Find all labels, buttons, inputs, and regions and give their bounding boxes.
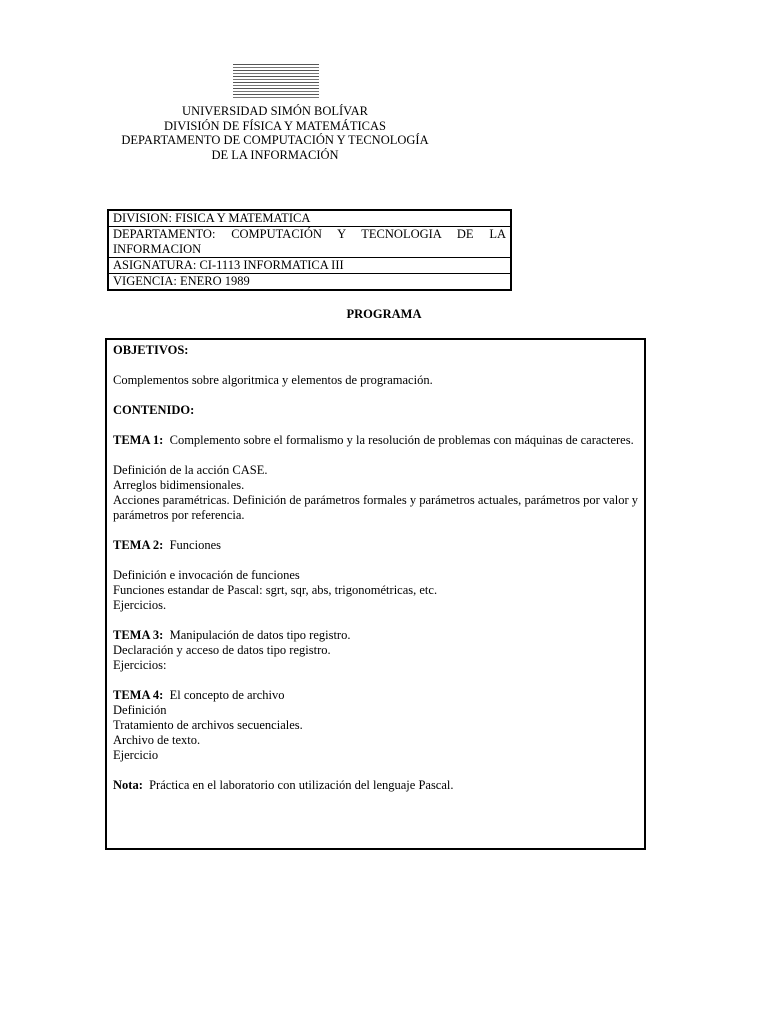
objetivos-label: OBJETIVOS: (113, 343, 189, 357)
university-logo (233, 64, 319, 100)
nota-text: Práctica en el laboratorio con utilización del lenguaje Pascal. (149, 778, 454, 792)
info-division: DIVISION: FISICA Y MATEMATICA (108, 210, 511, 227)
tema4-item: Definición (113, 703, 167, 717)
tema3-heading (113, 628, 638, 643)
tema2-item: Ejercicios. (113, 598, 167, 612)
tema3-title: Manipulación de datos tipo registro. (169, 628, 351, 642)
document-header (100, 104, 450, 162)
tema1-label: TEMA 1: (113, 433, 164, 447)
programa-box (105, 338, 646, 850)
info-departamento: DEPARTAMENTO: COMPUTACIÓN Y TECNOLOGIA DE LA INFORMACION (108, 227, 511, 258)
tema3-label: TEMA 3: (113, 628, 164, 642)
tema4-label: TEMA 4: (113, 688, 164, 702)
tema3-item: Declaración y acceso de datos tipo registro. (113, 643, 331, 657)
tema2-title: Funciones (169, 538, 221, 552)
header-department-cont: DE LA INFORMACIÓN (211, 147, 339, 162)
programa-title: PROGRAMA (346, 307, 422, 321)
tema4-item: Ejercicio (113, 748, 159, 762)
course-info-table (107, 209, 512, 291)
tema4-item: Archivo de texto. (113, 733, 201, 747)
tema1-item: Acciones paramétricas. Definición de parámetros formales y parámetros actuales, parámetros por valor y parámetros por referencia. (113, 493, 638, 522)
tema4-title: El concepto de archivo (169, 688, 285, 702)
tema4-item: Tratamiento de archivos secuenciales. (113, 718, 303, 732)
objetivos-text: Complementos sobre algoritmica y elementos de programación. (113, 373, 433, 387)
info-asignatura: ASIGNATURA: CI-1113 INFORMATICA III (108, 258, 511, 274)
contenido-label: CONTENIDO: (113, 403, 195, 417)
header-university: UNIVERSIDAD SIMÓN BOLÍVAR (182, 104, 368, 118)
tema1-item: Definición de la acción CASE. (113, 463, 268, 477)
tema2-item: Funciones estandar de Pascal: sgrt, sqr, abs, trigonométricas, etc. (113, 583, 438, 597)
tema1-item: Arreglos bidimensionales. (113, 478, 245, 492)
header-department: DEPARTAMENTO DE COMPUTACIÓN Y TECNOLOGÍA (121, 133, 429, 147)
tema3-item: Ejercicios: (113, 658, 167, 672)
tema1-title: Complemento sobre el formalismo y la resolución de problemas con máquinas de caracteres. (169, 433, 634, 447)
tema4-heading (113, 688, 638, 703)
nota-label: Nota: (113, 778, 143, 792)
header-division: DIVISIÓN DE FÍSICA Y MATEMÁTICAS (164, 118, 386, 133)
tema1-heading (113, 433, 638, 448)
tema2-item: Definición e invocación de funciones (113, 568, 300, 582)
tema2-label: TEMA 2: (113, 538, 164, 552)
tema2-heading (113, 538, 638, 553)
nota (113, 778, 638, 793)
info-vigencia: VIGENCIA: ENERO 1989 (108, 274, 511, 291)
